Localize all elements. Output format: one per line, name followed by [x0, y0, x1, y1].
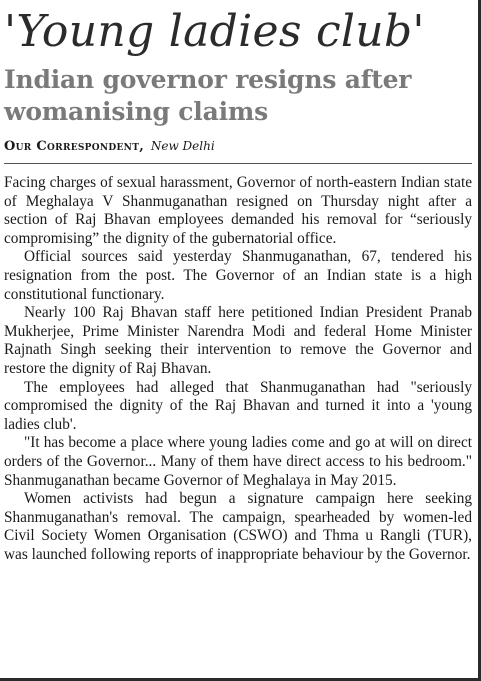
- paragraph: The employees had alleged that Shanmuganathan had "seriously compromised the dignity of the Raj Bhavan and turned it into a 'young ladies club'.: [4, 378, 472, 433]
- byline-author: Our Correspondent,: [4, 139, 145, 154]
- divider: [4, 163, 472, 164]
- paragraph: Facing charges of sexual harassment, Governor of north-eastern Indian state of Meghalaya V Shanmuganathan resigned on Thursday night after a section of Raj Bhavan employees demanded his removal for “seriously compromising” the dignity of the gubernatorial office.: [4, 174, 472, 247]
- paragraph: Official sources said yesterday Shanmuganathan, 67, tendered his resignation from the post. The Governor of an Indian state is a high constitutional functionary.: [4, 248, 472, 303]
- article-body: [4, 174, 472, 564]
- paragraph: Nearly 100 Raj Bhavan staff here petitioned Indian President Pranab Mukherjee, Prime Minister Narendra Modi and federal Home Minister Rajnath Singh seeking their intervention to remove the Governor and restore the dignity of Raj Bhavan.: [4, 304, 472, 377]
- kicker-title: 'Young ladies club': [4, 6, 425, 57]
- paragraph: "It has become a place where young ladies come and go at will on direct orders of the Governor... Many of them have direct access to his bedroom." Shanmuganathan became Governor of Meghalaya in May 2015.: [4, 434, 472, 489]
- paragraph: Women activists had begun a signature campaign here seeking Shanmuganathan's removal. The campaign, spearheaded by women-led Civil Society Women Organisation (CSWO) and Thma u Rangli (TUR), was launched following reports of inappropriate behaviour by the Governor.: [4, 490, 472, 563]
- news-article: [4, 0, 472, 564]
- headline: Indian governor resigns after womanising claims: [4, 65, 412, 126]
- byline: [4, 138, 472, 155]
- byline-location: New Delhi: [150, 139, 215, 153]
